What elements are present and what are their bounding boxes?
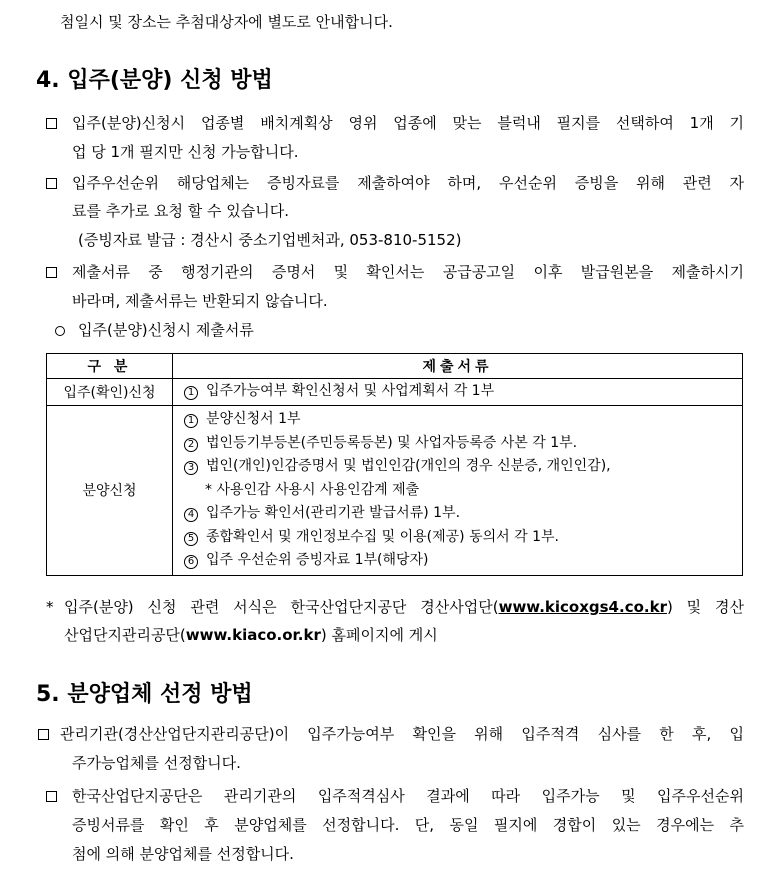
list-item (184, 526, 742, 550)
table-header-category: 구 분 (47, 354, 173, 379)
table-header-row (47, 354, 743, 379)
s5-bullet1-line2: 주가능업체를 선정합니다. (72, 754, 241, 772)
s4-bullet1-line1: 입주(분양)신청시 업종별 배치계획상 영위 업종에 맞는 블럭내 필지를 선택하여 1개 기 (72, 114, 744, 132)
list-item-text: 분양신청서 1부 (206, 411, 301, 427)
s5-bullet2-line2: 증빙서류를 확인 후 분양업체를 선정합니다. 단, 동일 필지에 경합이 있는 경우에는 추 (72, 816, 744, 834)
s4-bullet3-line2: 바라며, 제출서류는 반환되지 않습니다. (72, 292, 328, 310)
circled-number: 6 (184, 555, 198, 569)
list-item-text: 법인등기부등본(주민등록등본) 및 사업자등록증 사본 각 1부. (206, 434, 578, 451)
s4-bullet3-line1: 제출서류 중 행정기관의 증명서 및 확인서는 공급공고일 이후 발급원본을 제출하시기 (72, 263, 744, 281)
s4-bullet1-line2: 업 당 1개 필지만 신청 가능합니다. (72, 143, 299, 161)
circled-number: 4 (184, 508, 198, 522)
s5-bullet1-line1: 관리기관(경산산업단지관리공단)이 입주가능여부 확인을 위해 입주적격 심사를 한 후, 입 (60, 725, 744, 743)
list-item-text: 입주 우선순위 증빙자료 1부(해당자) (206, 552, 429, 568)
circled-number: 5 (184, 532, 198, 546)
checkbox-bullet-icon (38, 724, 49, 744)
list-item-text: * 사용인감 사용시 사용인감계 제출 (205, 481, 420, 498)
footnote-text-a: 입주(분양) 신청 관련 서식은 한국산업단지공단 경산사업단( (64, 598, 499, 616)
row-label-sale: 분양신청 (47, 406, 173, 576)
kicox-link[interactable]: www.kicoxgs4.co.kr (498, 598, 667, 616)
sale-items-list (184, 408, 742, 573)
list-item (184, 432, 742, 456)
table-row (47, 379, 743, 406)
checkbox-bullet-icon (46, 173, 57, 193)
list-item (184, 380, 742, 404)
table-row (47, 406, 743, 576)
checkbox-bullet-icon (46, 786, 57, 806)
circled-number: 1 (184, 386, 198, 400)
circle-bullet-icon (55, 320, 65, 340)
list-item-text: 입주가능여부 확인신청서 및 사업계획서 각 1부 (206, 383, 495, 400)
row-content-confirm (173, 379, 743, 406)
footnote-text-b: ) 및 경산 (666, 598, 744, 616)
circled-number: 2 (184, 438, 198, 452)
footnote-line2 (64, 625, 438, 645)
row-content-sale (173, 406, 743, 576)
footnote-text-d: ) 홈페이지에 게시 (320, 626, 438, 644)
footnote-mark: * (46, 598, 54, 616)
circled-number: 3 (184, 461, 198, 475)
documents-table (46, 353, 743, 576)
section-5-title: 5. 분양업체 선정 방법 (36, 682, 253, 707)
intro-line: 첨일시 및 장소는 추첨대상자에 별도로 안내합니다. (60, 13, 393, 31)
checkbox-bullet-icon (46, 262, 57, 282)
list-item (184, 455, 742, 479)
circled-number: 1 (184, 414, 198, 428)
footnote-text-c: 산업단지관리공단( (64, 626, 186, 644)
list-item-text: 종합확인서 및 개인정보수집 및 이용(제공) 동의서 각 1부. (206, 528, 559, 545)
list-item (184, 549, 742, 573)
s4-bullet2-line2: 료를 추가로 요청 할 수 있습니다. (72, 202, 289, 220)
list-item (184, 479, 742, 503)
footnote-line1 (64, 597, 744, 617)
sub-heading: 입주(분양)신청시 제출서류 (78, 321, 254, 339)
s4-bullet2-line1: 입주우선순위 해당업체는 증빙자료를 제출하여야 하며, 우선순위 증빙을 위해 관련 자 (72, 174, 744, 192)
kiaco-link[interactable]: www.kiaco.or.kr (185, 626, 321, 644)
row-label-confirm: 입주(확인)신청 (47, 379, 173, 406)
list-item-text: 입주가능 확인서(관리기관 발급서류) 1부. (206, 505, 461, 521)
list-item (184, 408, 742, 432)
s5-bullet2-line1: 한국산업단지공단은 관리기관의 입주적격심사 결과에 따라 입주가능 및 입주우선순위 (72, 787, 744, 805)
s5-bullet2-line3: 첨에 의해 분양업체를 선정합니다. (72, 845, 294, 863)
s4-bullet2-note: (증빙자료 발급 : 경산시 중소기업벤처과, 053-810-5152) (78, 231, 462, 249)
list-item-text: 법인(개인)인감증명서 및 법인인감(개인의 경우 신분증, 개인인감), (206, 458, 611, 474)
checkbox-bullet-icon (46, 113, 57, 133)
section-4-title: 4. 입주(분양) 신청 방법 (36, 68, 273, 93)
table-header-documents: 제출서류 (173, 354, 743, 379)
list-item (184, 502, 742, 526)
